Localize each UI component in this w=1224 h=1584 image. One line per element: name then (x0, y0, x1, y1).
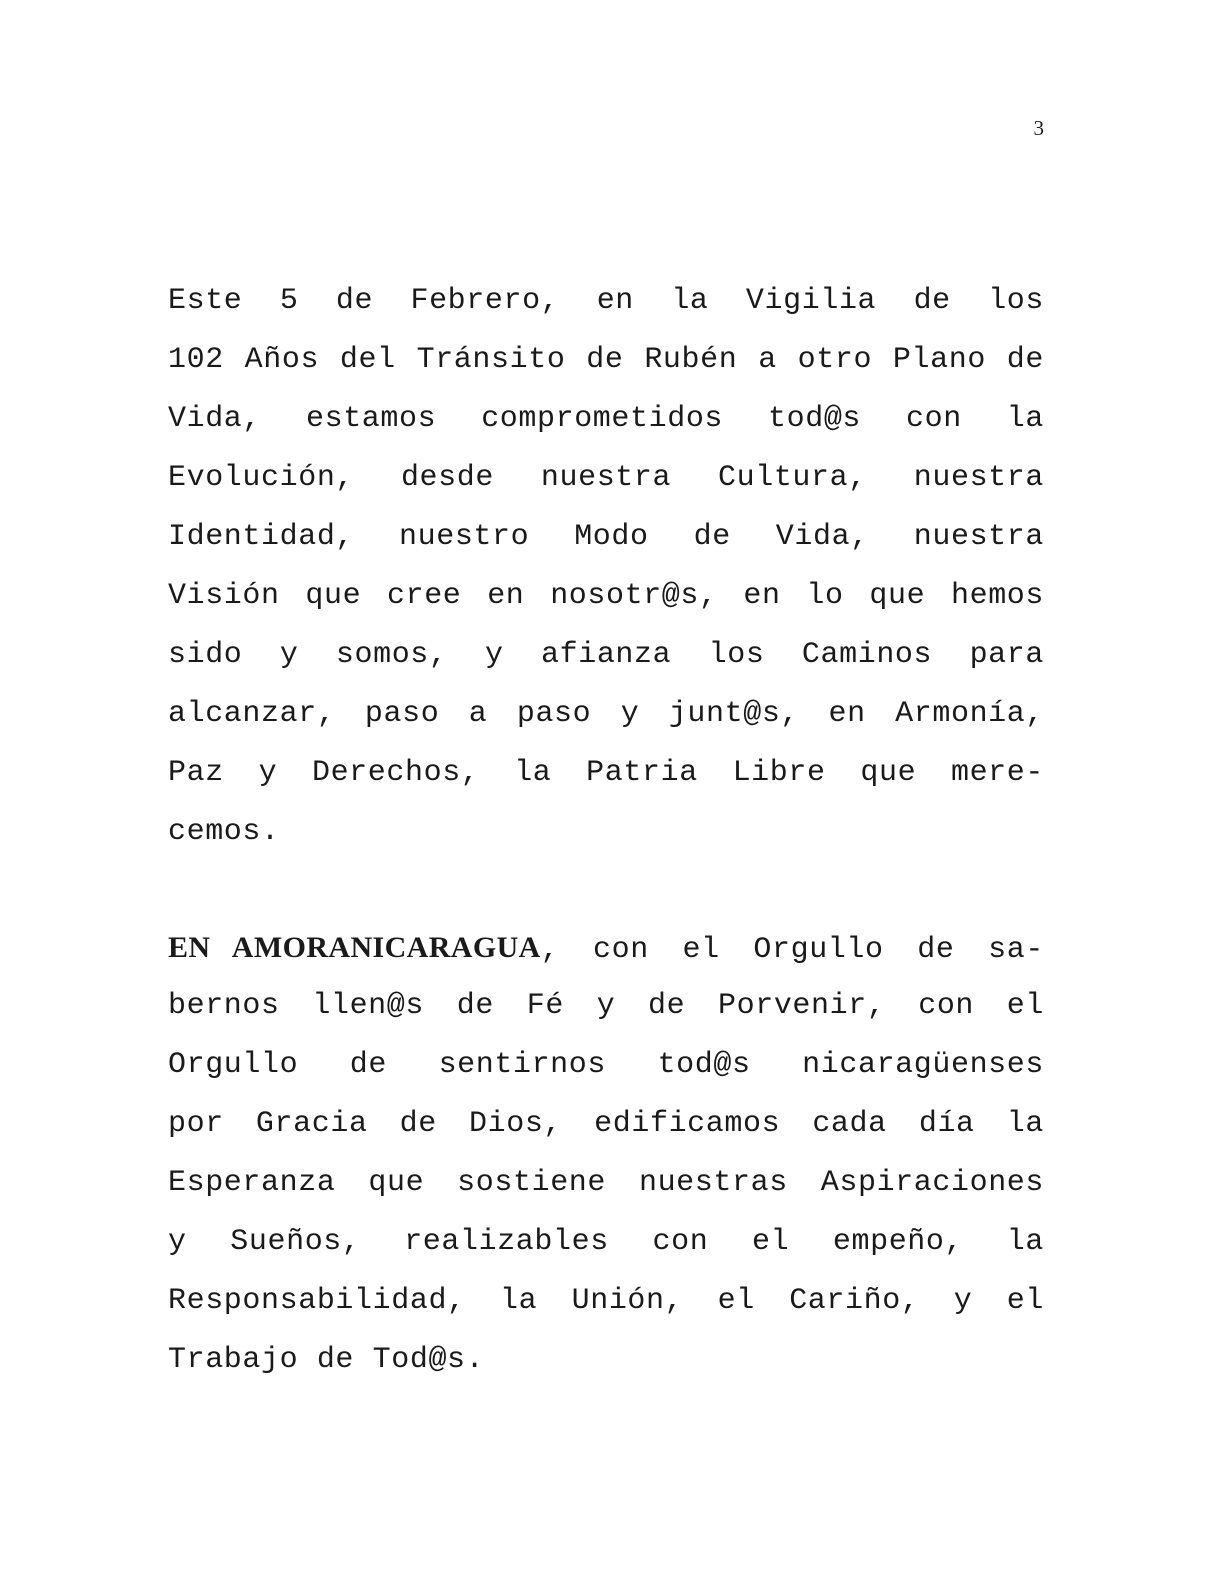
text-line: Esperanza que sostiene nuestras Aspiraciones (168, 1166, 1044, 1200)
text-line: Orgullo de sentirnos tod@s nicaragüenses (168, 1048, 1044, 1082)
text-line: sido y somos, y afianza los Caminos para (168, 638, 1044, 672)
text-line-lead (168, 918, 1044, 977)
text-line: Vida, estamos comprometidos tod@s con la (168, 402, 1044, 436)
text-line: alcanzar, paso a paso y junt@s, en Armonía, (168, 697, 1044, 731)
text-line: 102 Años del Tránsito de Rubén a otro Plano de (168, 343, 1044, 377)
text-line: por Gracia de Dios, edificamos cada día la (168, 1107, 1044, 1141)
text-line: Este 5 de Febrero, en la Vigilia de los (168, 284, 1044, 318)
text-line: Identidad, nuestro Modo de Vida, nuestra (168, 520, 1044, 554)
text-line: bernos llen@s de Fé y de Porvenir, con el (168, 989, 1044, 1023)
paragraph-amoranicaragua (168, 918, 1044, 1390)
text-line: Paz y Derechos, la Patria Libre que mere- (168, 756, 1044, 790)
text-line: Trabajo de Tod@s. (168, 1343, 485, 1377)
lead-rest-text: , con el Orgullo de sa- (540, 933, 1044, 967)
text-line: Responsabilidad, la Unión, el Cariño, y el (168, 1284, 1044, 1318)
bold-lead-text: EN AMORANICARAGUA (168, 931, 541, 964)
paragraph-vigilia (168, 272, 1044, 862)
text-line: Evolución, desde nuestra Cultura, nuestra (168, 461, 1044, 495)
text-line: Visión que cree en nosotr@s, en lo que hemos (168, 579, 1044, 613)
text-line: cemos. (168, 815, 280, 849)
text-line: y Sueños, realizables con el empeño, la (168, 1225, 1044, 1259)
page-number: 3 (1033, 116, 1044, 140)
